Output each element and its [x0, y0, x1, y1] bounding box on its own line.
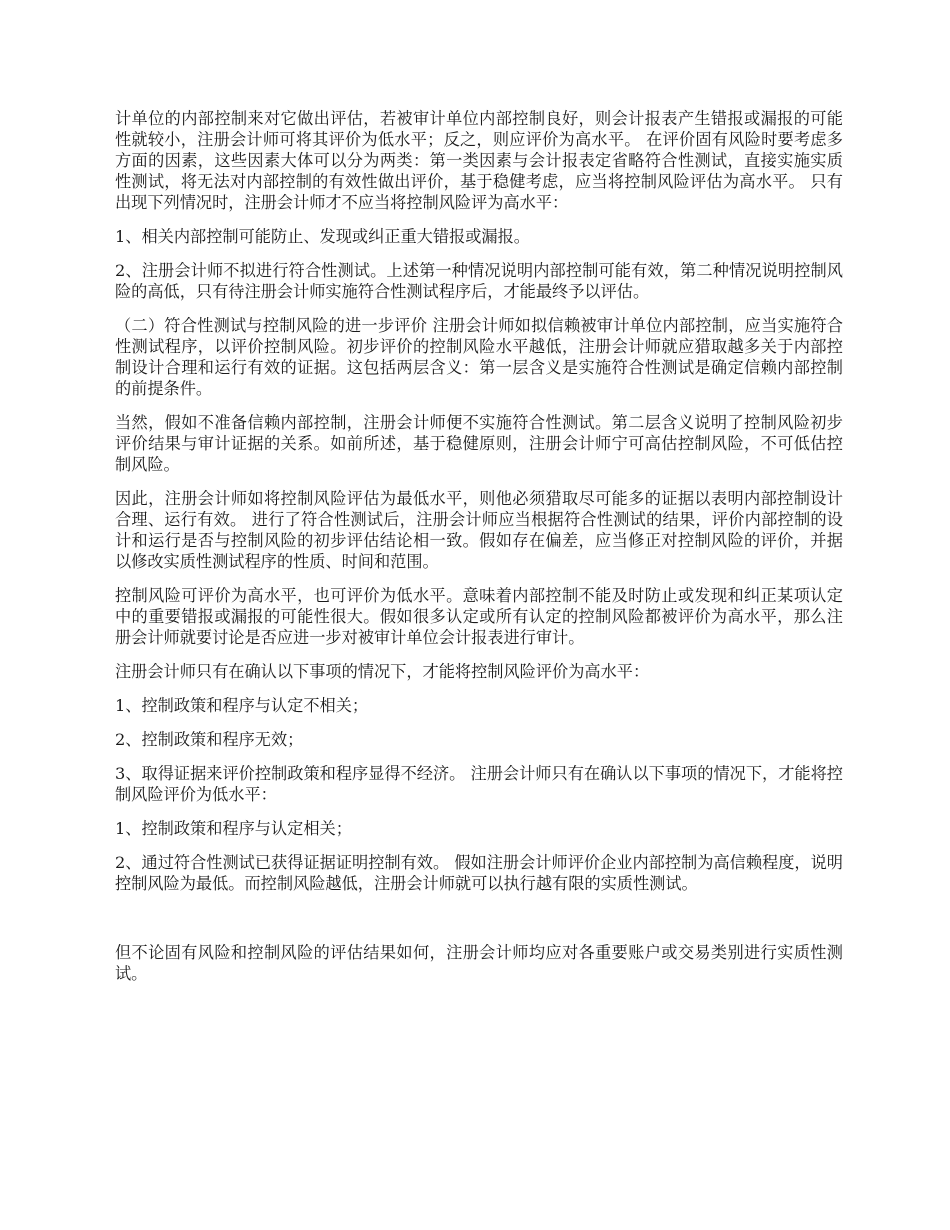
paragraph-7: 控制风险可评价为高水平，也可评价为低水平。意味着内部控制不能及时防止或发现和纠正某项认定中的重要错报或漏报的可能性很大。假如很多认定或所有认定的控制风险都被评价为高水平，那么注册会计师就要讨论是否应进一步对被审计单位会计报表进行审计。	[115, 586, 843, 647]
paragraph-14: 但不论固有风险和控制风险的评估结果如何，注册会计师均应对各重要账户或交易类别进行实质性测试。	[115, 943, 843, 983]
paragraph-4: （二）符合性测试与控制风险的进一步评价 注册会计师如拟信赖被审计单位内部控制，应当实施符合性测试程序，以评价控制风险。初步评价的控制风险水平越低，注册会计师就应猎取越多关于内部控制设计合理和运行有效的证据。这包括两层含义：第一层含义是实施符合性测试是确定信赖内部控制的前提条件。	[115, 316, 843, 398]
paragraph-9: 1、控制政策和程序与认定不相关；	[115, 696, 369, 715]
paragraph-12: 1、控制政策和程序与认定相关；	[115, 819, 352, 838]
paragraph-5: 当然，假如不准备信赖内部控制，注册会计师便不实施符合性测试。第二层含义说明了控制风险初步评价结果与审计证据的关系。如前所述，基于稳健原则，注册会计师宁可高估控制风险，不可低估控制风险。	[115, 413, 843, 474]
paragraph-11: 3、取得证据来评价控制政策和程序显得不经济。 注册会计师只有在确认以下事项的情况下，才能将控制风险评价为低水平：	[115, 764, 843, 804]
paragraph-13: 2、通过符合性测试已获得证据证明控制有效。 假如注册会计师评价企业内部控制为高信赖程度，说明控制风险为最低。而控制风险越低，注册会计师就可以执行越有限的实质性测试。	[115, 853, 843, 893]
paragraph-2: 1、相关内部控制可能防止、发现或纠正重大错报或漏报。	[115, 227, 530, 246]
paragraph-6: 因此，注册会计师如将控制风险评估为最低水平，则他必须猎取尽可能多的证据以表明内部控制设计合理、运行有效。 进行了符合性测试后，注册会计师应当根据符合性测试的结果，评价内部控制的设计和运行是否与控制风险的初步评估结论相一致。假如存在偏差，应当修正对控制风险的评价，并据以修改实质性测试程序的性质、时间和范围。	[115, 489, 843, 571]
paragraph-3: 2、注册会计师不拟进行符合性测试。上述第一种情况说明内部控制可能有效，第二种情况说明控制风险的高低，只有待注册会计师实施符合性测试程序后，才能最终予以评估。	[115, 261, 843, 301]
document-body	[115, 108, 843, 997]
paragraph-8: 注册会计师只有在确认以下事项的情况下，才能将控制风险评价为高水平：	[115, 662, 650, 681]
paragraph-10: 2、控制政策和程序无效；	[115, 730, 304, 749]
paragraph-1: 计单位的内部控制来对它做出评估，若被审计单位内部控制良好，则会计报表产生错报或漏报的可能性就较小，注册会计师可将其评价为低水平；反之，则应评价为高水平。 在评价固有风险时要考虑多方面的因素，这些因素大体可以分为两类：第一类因素与会计报表定省略符合性测试，直接实施实质性测试，将无法对内部控制的有效性做出评价，基于稳健考虑，应当将控制风险评估为高水平。 只有出现下列情况时，注册会计师才不应当将控制风险评为高水平：	[115, 109, 843, 212]
